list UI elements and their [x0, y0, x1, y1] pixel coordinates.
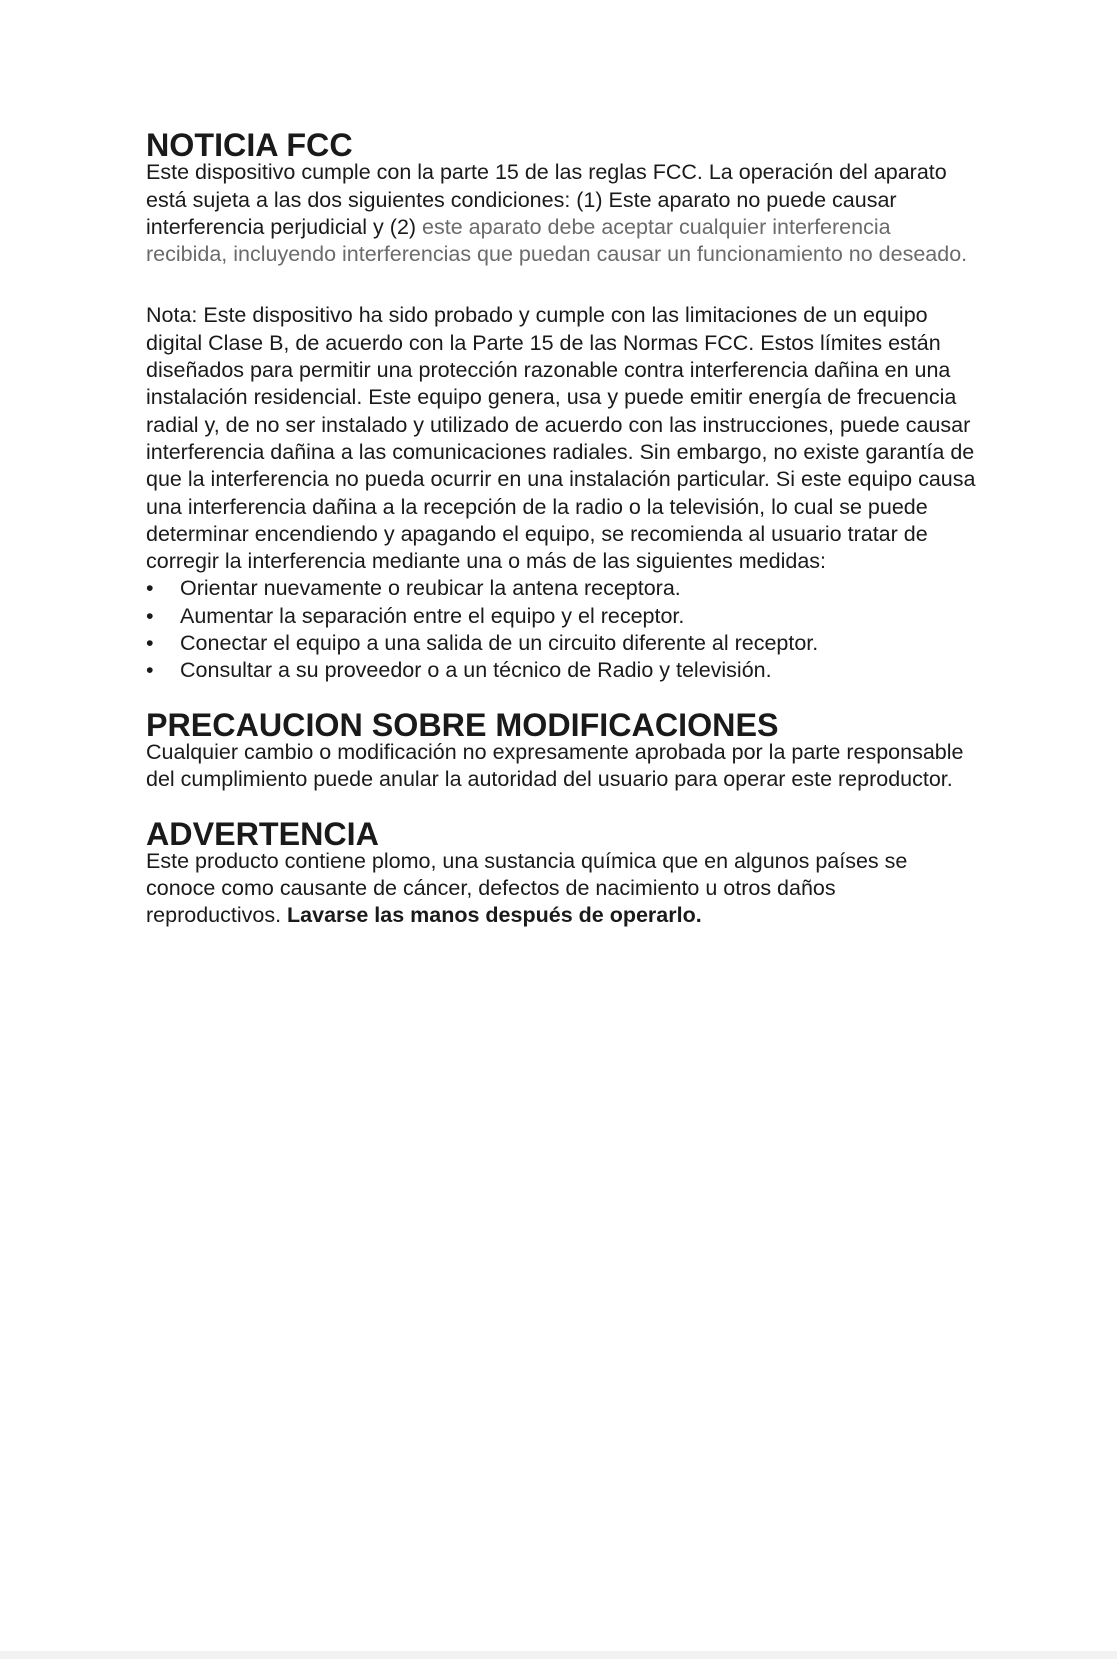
measures-list [146, 575, 976, 684]
page-bottom-edge [0, 1651, 1117, 1659]
list-item-text: Conectar el equipo a una salida de un circuito diferente al receptor. [180, 631, 819, 656]
warning-section [146, 815, 976, 930]
bullet-icon: • [146, 603, 154, 628]
bullet-icon: • [146, 631, 154, 656]
modifications-section [146, 706, 976, 794]
modifications-paragraph: Cualquier cambio o modificación no expresamente aprobada por la parte responsable del cumplimiento puede anular la autoridad del usuario para operar este reproductor. [146, 739, 964, 792]
list-item [146, 630, 976, 657]
list-item [146, 603, 976, 630]
fcc-notice-heading: NOTICIA FCC [146, 127, 353, 163]
list-item [146, 657, 976, 684]
fcc-notice-paragraph [146, 159, 976, 268]
list-item [146, 575, 976, 602]
fcc-notice-text: Este dispositivo cumple con la parte 15 de las reglas FCC. La operación del aparato está sujeta a las dos siguientes condiciones: (1) Este aparato no puede causar interferencia perjudicial y (2) [146, 160, 947, 239]
list-item-text: Consultar a su proveedor o a un técnico de Radio y televisión. [180, 658, 772, 683]
warning-heading: ADVERTENCIA [146, 815, 379, 852]
bullet-icon: • [146, 576, 154, 601]
fcc-notice-section [146, 127, 976, 268]
warning-paragraph [146, 848, 976, 930]
note-section [146, 302, 976, 684]
list-item-text: Aumentar la separación entre el equipo y el receptor. [180, 603, 685, 628]
modifications-heading: PRECAUCION SOBRE MODIFICACIONES [146, 706, 779, 743]
fcc-notice-text-grey: este aparato debe aceptar cualquier interferencia recibida, incluyendo interferencias que puedan causar un funcionamiento no deseado. [146, 214, 968, 267]
note-paragraph: Nota: Este dispositivo ha sido probado y cumple con las limitaciones de un equipo digital Clase B, de acuerdo con la Parte 15 de las Normas FCC. Estos límites están diseñados para permitir una protección razonable contra interferencia dañina en una instalación residencial. Este equipo genera, usa y puede emitir energía de frecuencia radial y, de no ser instalado y utilizado de acuerdo con las instrucciones, puede causar interferencia dañina a las comunicaciones radiales. Sin embargo, no existe garantía de que la interferencia no pueda ocurrir en una instalación particular. Si este equipo causa una interferencia dañina a la recepción de la radio o la televisión, lo cual se puede determinar encendiendo y apagando el equipo, se recomienda al usuario tratar de corregir la interferencia mediante una o más de las siguientes medidas: [146, 303, 976, 574]
list-item-text: Orientar nuevamente o reubicar la antena receptora. [180, 576, 681, 601]
section-spacer [146, 268, 976, 302]
warning-text-bold: Lavarse las manos después de operarlo. [287, 903, 702, 928]
document-page [146, 127, 976, 930]
warning-text: Este producto contiene plomo, una sustancia química que en algunos países se conoce como causante de cáncer, defectos de nacimiento u otros daños reproductivos. [146, 848, 908, 928]
bullet-icon: • [146, 658, 154, 683]
